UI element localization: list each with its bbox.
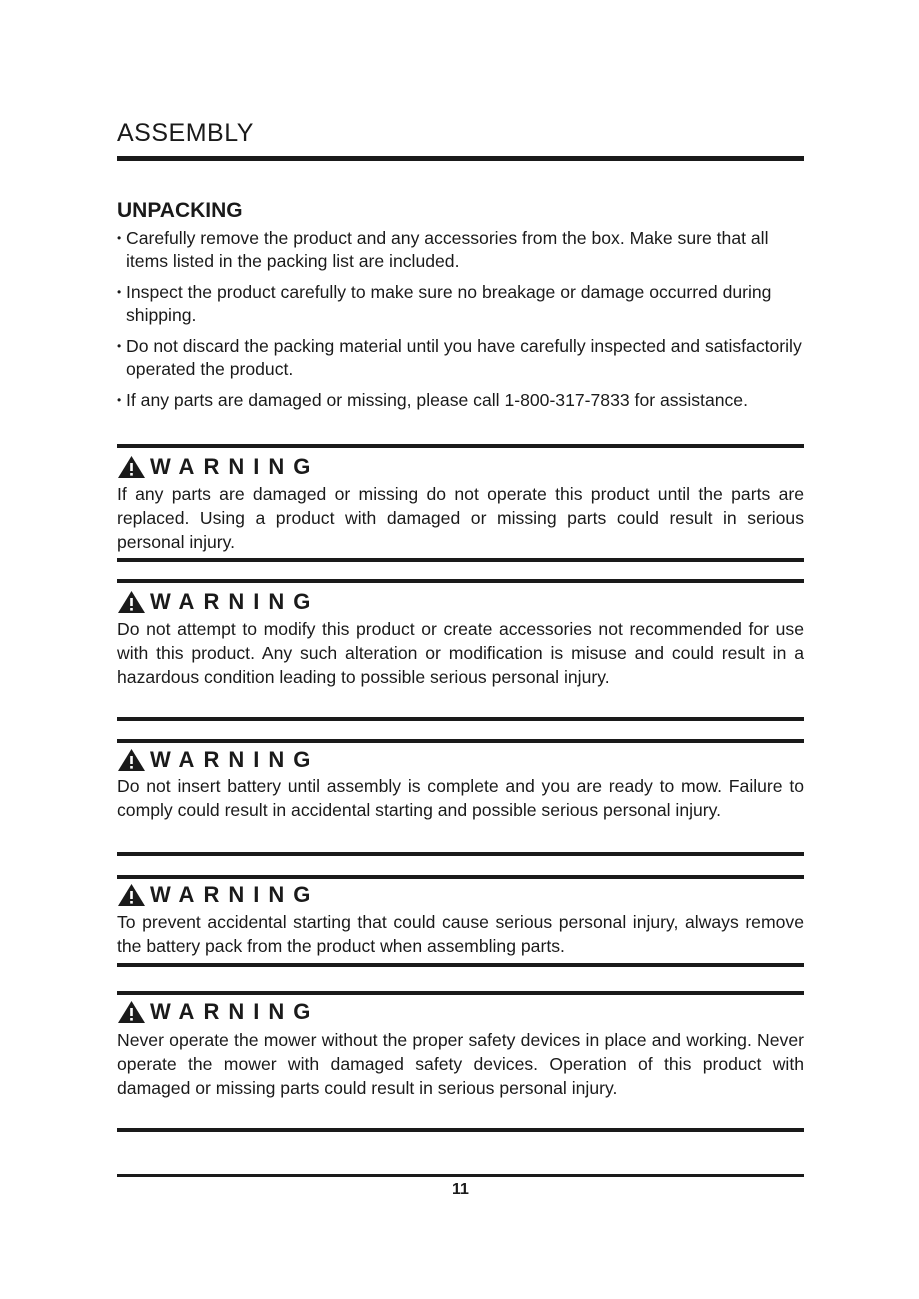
- warning-text: Do not insert battery until assembly is complete and you are ready to mow. Failure to comply could result in accidental starting and possible serious personal injury.: [117, 776, 804, 820]
- warning-divider: [117, 739, 804, 743]
- warning-divider: [117, 852, 804, 856]
- warning-triangle-icon: [117, 748, 146, 772]
- warning-heading-text: WARNING: [150, 882, 320, 907]
- warning-heading: [117, 455, 319, 479]
- warning-divider: [117, 717, 804, 721]
- warning-divider: [117, 579, 804, 583]
- page-number: 11: [452, 1181, 469, 1198]
- warning-triangle-icon: [117, 455, 146, 479]
- list-item: • Inspect the product carefully to make sure no breakage or damage occurred during shipping.: [117, 281, 804, 327]
- warning-heading: [117, 748, 319, 772]
- warning-triangle-icon: [117, 590, 146, 614]
- warning-text: Never operate the mower without the proper safety devices in place and working. Never operate the mower with damaged safety devices. Operation of this product with damaged or missing parts could result in serious personal injury.: [117, 1030, 804, 1098]
- warning-triangle-icon: [117, 883, 146, 907]
- unpacking-list: [117, 227, 804, 420]
- warning-heading-text: WARNING: [150, 747, 320, 772]
- warning-divider: [117, 991, 804, 995]
- warning-triangle-icon: [117, 1000, 146, 1024]
- list-item: • If any parts are damaged or missing, please call 1-800-317-7833 for assistance.: [117, 389, 804, 412]
- title-divider: [117, 156, 804, 161]
- page-title: ASSEMBLY: [117, 119, 254, 147]
- warning-text: To prevent accidental starting that could cause serious personal injury, always remove the battery pack from the product when assembling parts.: [117, 912, 804, 956]
- list-item: • Do not discard the packing material until you have carefully inspected and satisfactorily operated the product.: [117, 335, 804, 381]
- warning-text: Do not attempt to modify this product or create accessories not recommended for use with this product. Any such alteration or modification is misuse and could result in a hazardous condition leading to possible serious personal injury.: [117, 619, 804, 687]
- warning-heading-text: WARNING: [150, 999, 320, 1024]
- warning-divider: [117, 875, 804, 879]
- warning-heading: [117, 590, 319, 614]
- warning-heading: [117, 883, 319, 907]
- warning-heading: [117, 1000, 319, 1024]
- warning-text: If any parts are damaged or missing do not operate this product until the parts are replaced. Using a product with damaged or missing parts could result in serious personal injury.: [117, 484, 804, 552]
- warning-divider: [117, 963, 804, 967]
- unpacking-heading: UNPACKING: [117, 199, 243, 222]
- footer-divider: [117, 1174, 804, 1177]
- warning-heading-text: WARNING: [150, 454, 320, 479]
- list-item: • Carefully remove the product and any accessories from the box. Make sure that all items listed in the packing list are included.: [117, 227, 804, 273]
- warning-divider: [117, 558, 804, 562]
- warning-divider: [117, 444, 804, 448]
- warning-heading-text: WARNING: [150, 589, 320, 614]
- warning-divider: [117, 1128, 804, 1132]
